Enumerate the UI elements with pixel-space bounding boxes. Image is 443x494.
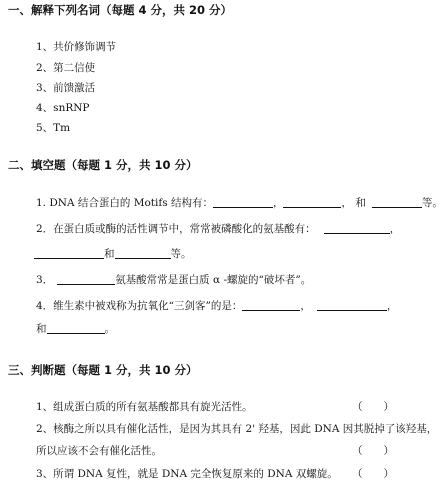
answer-blank[interactable] [115, 247, 171, 259]
term-4: 4、snRNP [36, 102, 90, 114]
term-1: 1、共价修饰调节 [36, 41, 117, 53]
answer-blank[interactable] [283, 196, 341, 208]
fill-q2-text: 2．在蛋白质或酶的活性调节中，常常被磷酸化的氨基酸有： [36, 223, 316, 235]
term-5: 5、Tm [36, 122, 71, 134]
fill-q1-sep1: ， [272, 197, 284, 209]
fill-question-1 [36, 195, 443, 210]
fill-q4-and: 和 [36, 323, 47, 335]
answer-blank[interactable] [324, 222, 390, 234]
answer-blank[interactable] [242, 299, 300, 311]
answer-blank[interactable] [47, 322, 105, 334]
section-3-title: 三、判断题（每题 1 分，共 10 分） [8, 363, 198, 377]
fill-question-2-cont [34, 246, 192, 261]
fill-q2-sep1: ， [389, 223, 401, 235]
fill-question-3 [36, 272, 311, 287]
term-2: 2、第二信使 [36, 62, 96, 74]
fill-question-2 [36, 221, 400, 236]
answer-blank[interactable] [34, 247, 104, 259]
fill-question-4-cont [36, 321, 115, 336]
fill-q4-sep2: ， [386, 300, 398, 312]
judge-question-2: 2、核酶之所以具有催化活性，是因为其具有 2' 羟基，因此 DNA 因其脱掉了该羟基， [36, 423, 438, 435]
section-2-title: 二、填空题（每题 1 分，共 10 分） [8, 158, 198, 172]
fill-q1-sep2: ， 和 [341, 197, 366, 209]
fill-q1-end: 等。 [421, 197, 443, 209]
fill-q3-num: 3． [36, 274, 54, 286]
judge-question-1: 1、组成蛋白质的所有氨基酸都具有旋光活性。 [36, 401, 253, 413]
answer-blank[interactable] [213, 196, 273, 208]
term-3: 3、前馈激活 [36, 82, 96, 94]
answer-blank[interactable] [372, 196, 422, 208]
answer-blank[interactable] [57, 273, 115, 285]
section-1-title: 一、解释下列名词（每题 4 分，共 20 分） [8, 3, 233, 17]
answer-parentheses[interactable]: （ ） [352, 468, 394, 480]
answer-blank[interactable] [317, 299, 387, 311]
fill-q1-text: 1. DNA 结合蛋白的 Motifs 结构有： [36, 197, 213, 209]
fill-q4-end: 。 [104, 323, 115, 335]
judge-question-3: 3、所谓 DNA 复性，就是 DNA 完全恢复原来的 DNA 双螺旋。 [36, 468, 338, 480]
fill-question-4 [36, 298, 397, 313]
fill-q3-text: 氨基酸常常是蛋白质 α -螺旋的“破坏者”。 [115, 274, 312, 286]
answer-parentheses[interactable]: （ ） [352, 401, 394, 413]
answer-parentheses[interactable]: （ ） [352, 445, 394, 457]
fill-q2-end: 等。 [170, 248, 192, 260]
fill-q4-text: 4．维生素中被戏称为抗氧化“三剑客”的是： [36, 300, 243, 312]
fill-q4-sep1: ， [300, 300, 311, 312]
judge-question-2-cont: 所以应该不会有催化活性。 [36, 445, 162, 457]
fill-q2-sep2: 和 [104, 248, 115, 260]
